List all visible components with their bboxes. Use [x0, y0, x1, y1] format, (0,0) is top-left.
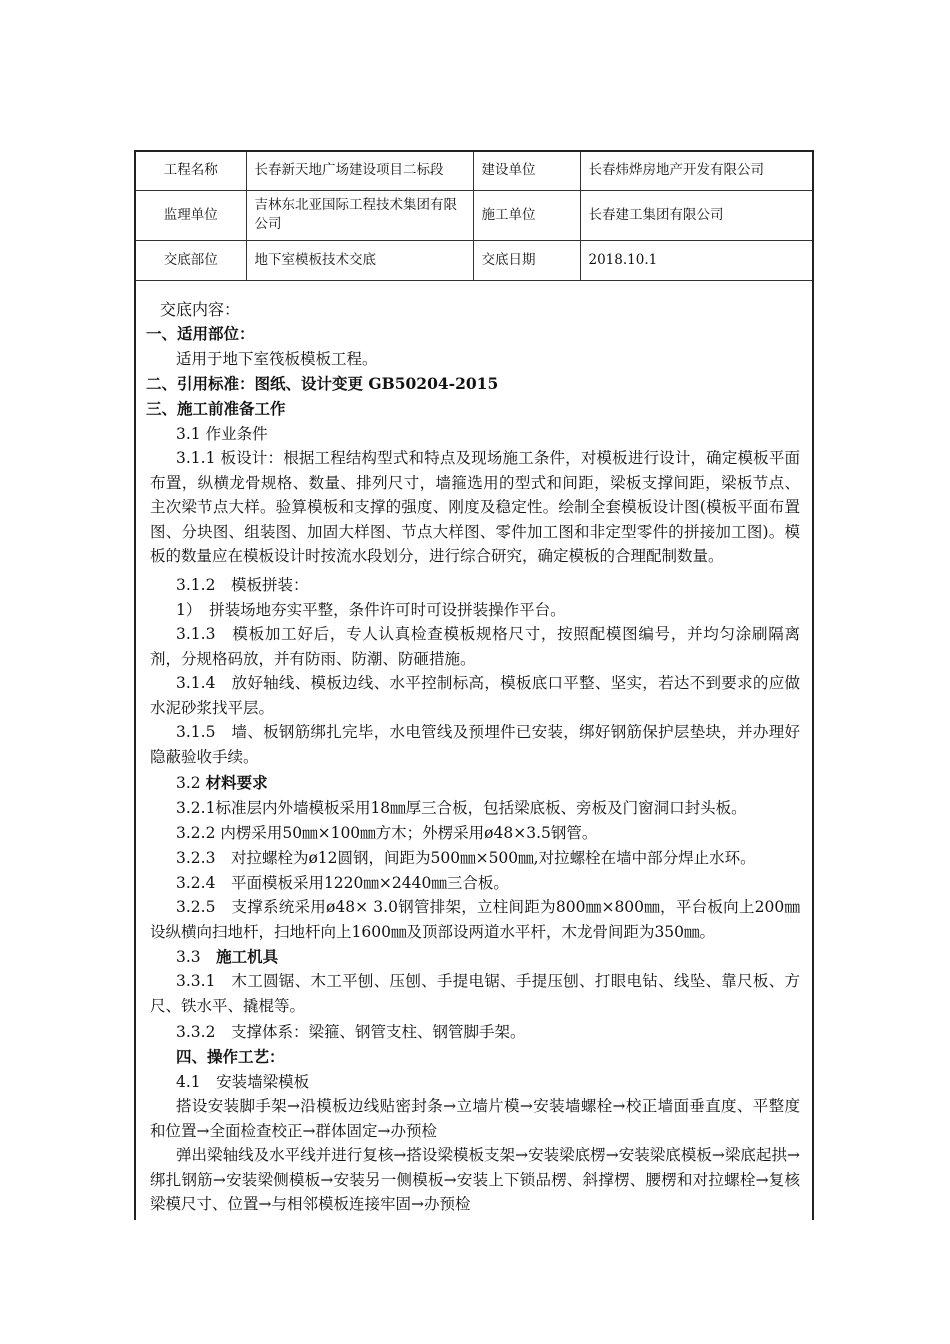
- subsection-3-3-title: 施工机具: [216, 947, 279, 966]
- section-1-title: 一、适用部位：: [146, 324, 255, 343]
- paragraph-beam-process: 弹出梁轴线及水平线并进行复核→搭设梁模板支架→安装梁底楞→安装梁底模板→梁底起拱→绑扎钢筋→安装梁侧模板→安装另一侧模板→安装上下锁品楞、斜撑楞、腰楞和对拉螺栓→复核梁模尺寸、位置→与相邻模板连接牢固→办预检: [150, 1146, 800, 1214]
- owner-label: 建设单位: [473, 152, 580, 190]
- header-row: [136, 190, 812, 240]
- part-label: 交底部位: [136, 240, 246, 280]
- disclosure-form: [134, 150, 814, 1220]
- paragraph-3-1-1: 3.1.1 板设计：根据工程结构型式和特点及现场施工条件，对模板进行设计，确定模板平面布置，纵横龙骨规格、数量、排列尺寸，墙箍选用的型式和间距，梁板支撑间距，梁板节点、主次梁节点大样。验算模板和支撑的强度、刚度及稳定性。绘制全套模板设计图(模板平面布置图、分块图、组装图、加固大样图、节点大样图、零件加工图和非定型零件的拼接加工图)。模板的数量应在模板设计时按流水段划分，进行综合研究，确定模板的合理配制数量。: [150, 449, 800, 566]
- date-value: 2018.10.1: [580, 240, 812, 280]
- subsection-3-1: 3.1 作业条件: [176, 425, 268, 443]
- section-2-title: 二、引用标准：图纸、设计变更 GB50204-2015: [146, 374, 499, 393]
- paragraph-3-2-2: 3.2.2 内楞采用50㎜×100㎜方木；外楞采用ø48×3.5钢管。: [176, 824, 598, 842]
- subsection-3-2-number: 3.2: [176, 774, 206, 792]
- paragraph-3-2-5: 3.2.5 支撑系统采用ø48× 3.0钢管排架，立柱间距为800㎜×800㎜，平台板向上200㎜设纵横向扫地杆，扫地杆向上1600㎜及顶部设两道水平杆，木龙骨间距为350㎜。: [150, 898, 800, 941]
- part-value: 地下室模板技术交底: [246, 240, 473, 280]
- content-intro: 交底内容：: [160, 300, 241, 319]
- project-name-value: 长春新天地广场建设项目二标段: [246, 152, 473, 190]
- section-4-title: 四、操作工艺：: [176, 1047, 285, 1066]
- subsection-3-2-title: 材料要求: [205, 773, 268, 792]
- contractor-value: 长春建工集团有限公司: [580, 190, 812, 240]
- paragraph-3-2-4: 3.2.4 平面模板采用1220㎜×2440㎜三合板。: [176, 874, 509, 892]
- subsection-3-3: [176, 945, 278, 967]
- header-table: [136, 152, 812, 281]
- section-3-title: 三、施工前准备工作: [146, 399, 286, 418]
- date-label: 交底日期: [473, 240, 580, 280]
- header-row: [136, 152, 812, 190]
- subsection-3-2: [176, 771, 268, 793]
- paragraph-3-1-4: 3.1.4 放好轴线、模板边线、水平控制标高，模板底口平整、坚实，若达不到要求的应做水泥砂浆找平层。: [150, 674, 800, 717]
- paragraph-3-3-1: 3.3.1 木工圆锯、木工平刨、压刨、手提电锯、手提压刨、打眼电钻、线坠、靠尺板、方尺、铁水平、撬棍等。: [150, 972, 800, 1015]
- subsection-3-3-number: 3.3: [176, 948, 217, 966]
- paragraph-3-3-2: 3.3.2 支撑体系：梁箍、钢管支柱、钢管脚手架。: [176, 1023, 526, 1041]
- contractor-label: 施工单位: [473, 190, 580, 240]
- project-name-label: 工程名称: [136, 152, 246, 190]
- supervisor-value: 吉林东北亚国际工程技术集团有限公司: [246, 190, 473, 240]
- paragraph-3-1-2: 3.1.2 模板拼装：: [176, 576, 309, 594]
- paragraph-3-1-3: 3.1.3 模板加工好后，专人认真检查模板规格尺寸，按照配模图编号，并均匀涂刷隔离剂，分规格码放，并有防雨、防潮、防砸措施。: [150, 625, 800, 668]
- supervisor-label: 监理单位: [136, 190, 246, 240]
- paragraph-3-1-2-item: 1） 拼装场地夯实平整，条件许可时可设拼装操作平台。: [176, 601, 566, 619]
- header-row: [136, 240, 812, 280]
- paragraph-3-2-1: 3.2.1标准层内外墙模板采用18㎜厚三合板，包括梁底板、旁板及门窗洞口封头板。: [176, 799, 747, 817]
- paragraph-3-2-3: 3.2.3 对拉螺栓为ø12圆钢，间距为500㎜×500㎜,对拉螺栓在墙中部分焊止水环。: [176, 849, 756, 867]
- paragraph-3-1-5: 3.1.5 墙、板钢筋绑扎完毕，水电管线及预埋件已安装，绑好钢筋保护层垫块，并办理好隐蔽验收手续。: [150, 723, 800, 766]
- paragraph-wall-process: 搭设安装脚手架→沿模板边线贴密封条→立墙片模→安装墙螺栓→校正墙面垂直度、平整度和位置→全面检查校正→群体固定→办预检: [150, 1097, 800, 1140]
- section-1-text: 适用于地下室筏板模板工程。: [176, 350, 378, 368]
- subsection-4-1: 4.1 安装墙梁模板: [176, 1073, 310, 1091]
- owner-value: 长春炜烨房地产开发有限公司: [580, 152, 812, 190]
